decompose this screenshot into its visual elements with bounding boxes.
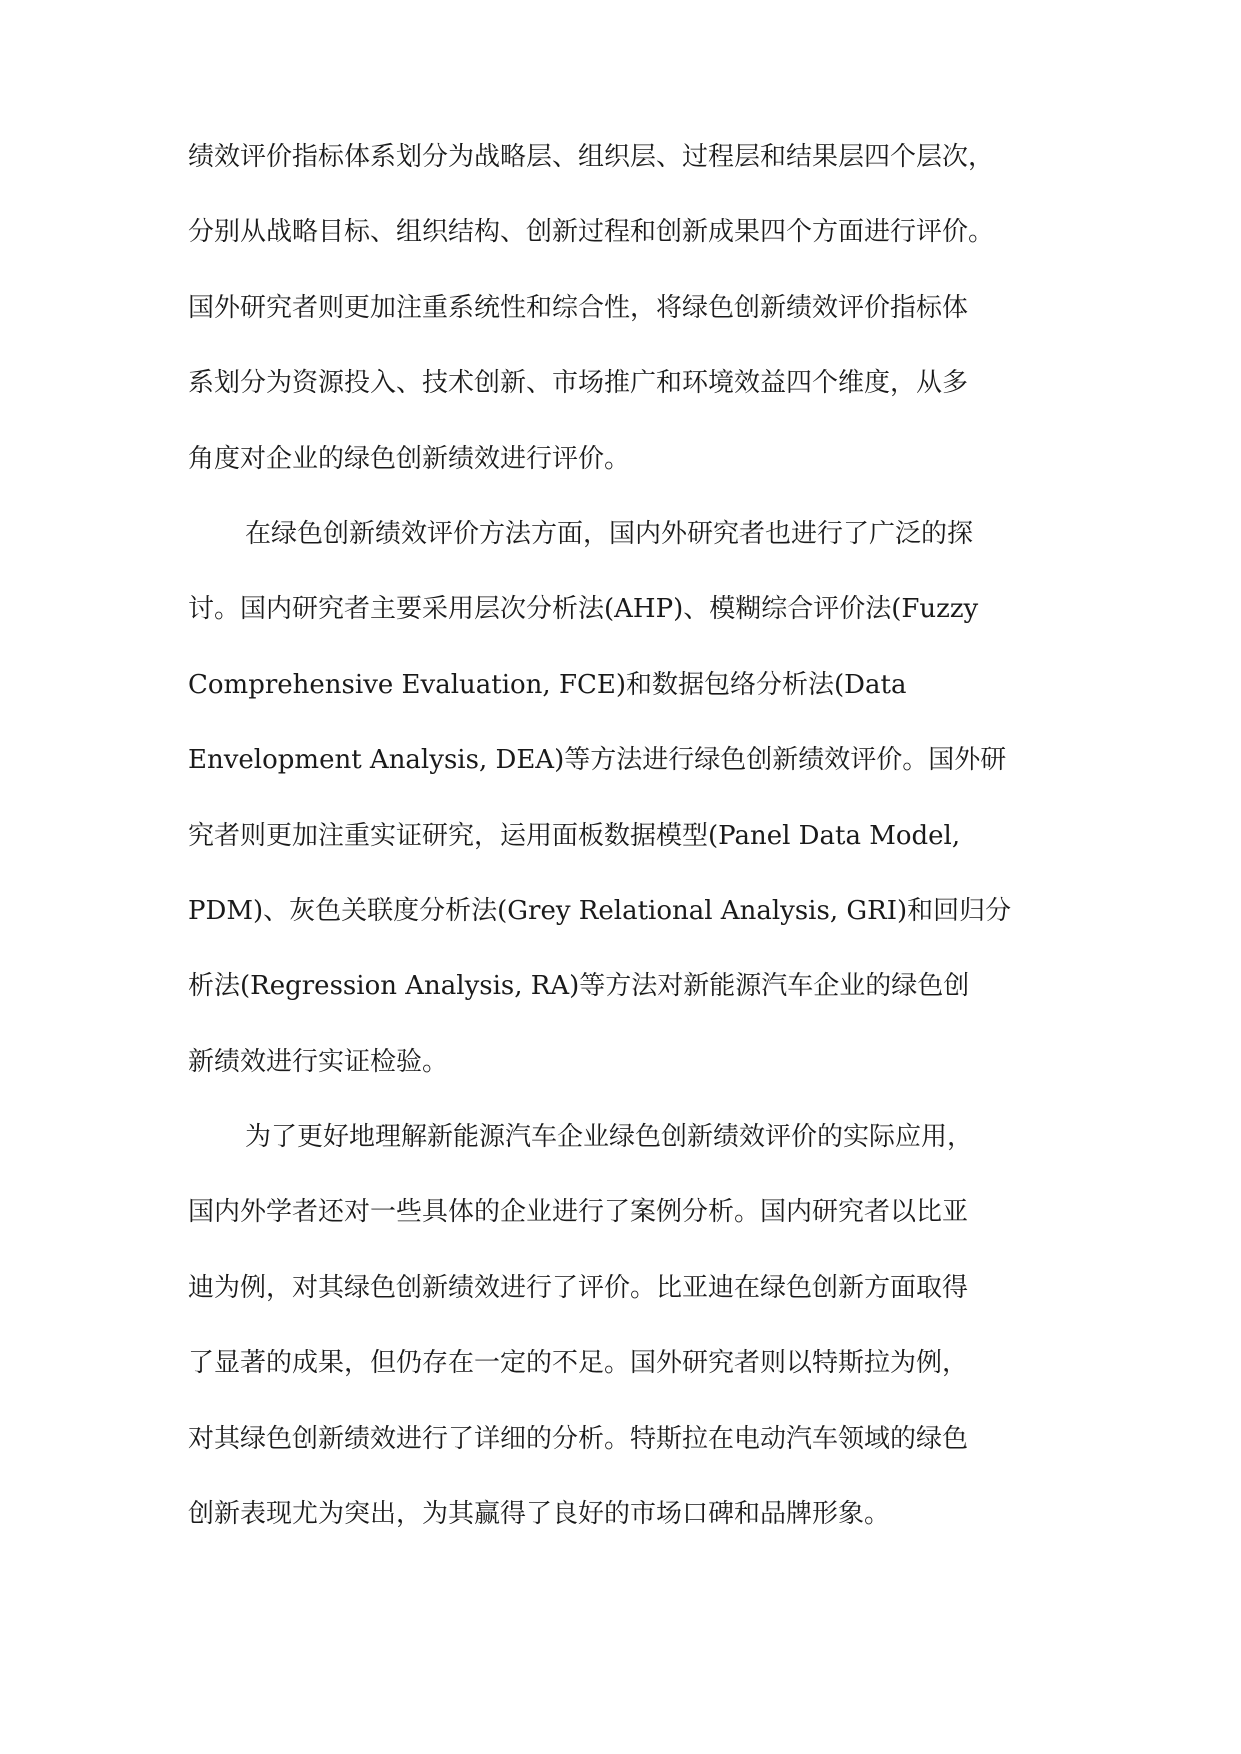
body-text [188, 137, 1068, 1569]
text-line: 角度对企业的绿色创新绩效进行评价。 [188, 443, 631, 474]
paragraph-first-line: 在绿色创新绩效评价方法方面，国内外研究者也进行了广泛的探 [245, 518, 974, 549]
text-line: 迪为例，对其绿色创新绩效进行了评价。比亚迪在绿色创新方面取得 [188, 1272, 969, 1303]
text-line: 对其绿色创新绩效进行了详细的分析。特斯拉在电动汽车领域的绿色 [188, 1423, 969, 1454]
text-line: 绩效评价指标体系划分为战略层、组织层、过程层和结果层四个层次， [188, 142, 995, 172]
text-line: 了显著的成果，但仍存在一定的不足。国外研究者则以特斯拉为例， [188, 1348, 969, 1379]
text-line: Comprehensive Evaluation, FCE)和数据包络分析法(Data [188, 669, 907, 700]
text-line: 分别从战略目标、组织结构、创新过程和创新成果四个方面进行评价。 [188, 217, 995, 248]
text-line: 系划分为资源投入、技术创新、市场推广和环境效益四个维度，从多 [188, 368, 969, 399]
text-line: 究者则更加注重实证研究，运用面板数据模型(Panel Data Model, [188, 820, 961, 851]
text-line: 析法(Regression Analysis, RA)等方法对新能源汽车企业的绿色创 [188, 971, 970, 1002]
text-line: 新绩效进行实证检验。 [188, 1046, 449, 1077]
text-line: 创新表现尤为突出，为其赢得了良好的市场口碑和品牌形象。 [188, 1499, 891, 1530]
text-line: 国外研究者则更加注重系统性和综合性，将绿色创新绩效评价指标体 [188, 292, 969, 323]
text-line: 讨。国内研究者主要采用层次分析法(AHP)、模糊综合评价法(Fuzzy [188, 594, 979, 625]
text-line: 国内外学者还对一些具体的企业进行了案例分析。国内研究者以比亚 [188, 1197, 969, 1228]
paragraph-first-line: 为了更好地理解新能源汽车企业绿色创新绩效评价的实际应用， [245, 1122, 974, 1153]
text-line: PDM)、灰色关联度分析法(Grey Relational Analysis, GRI)和回归分 [188, 895, 1012, 926]
text-line: Envelopment Analysis, DEA)等方法进行绿色创新绩效评价。国外研 [188, 745, 1007, 776]
